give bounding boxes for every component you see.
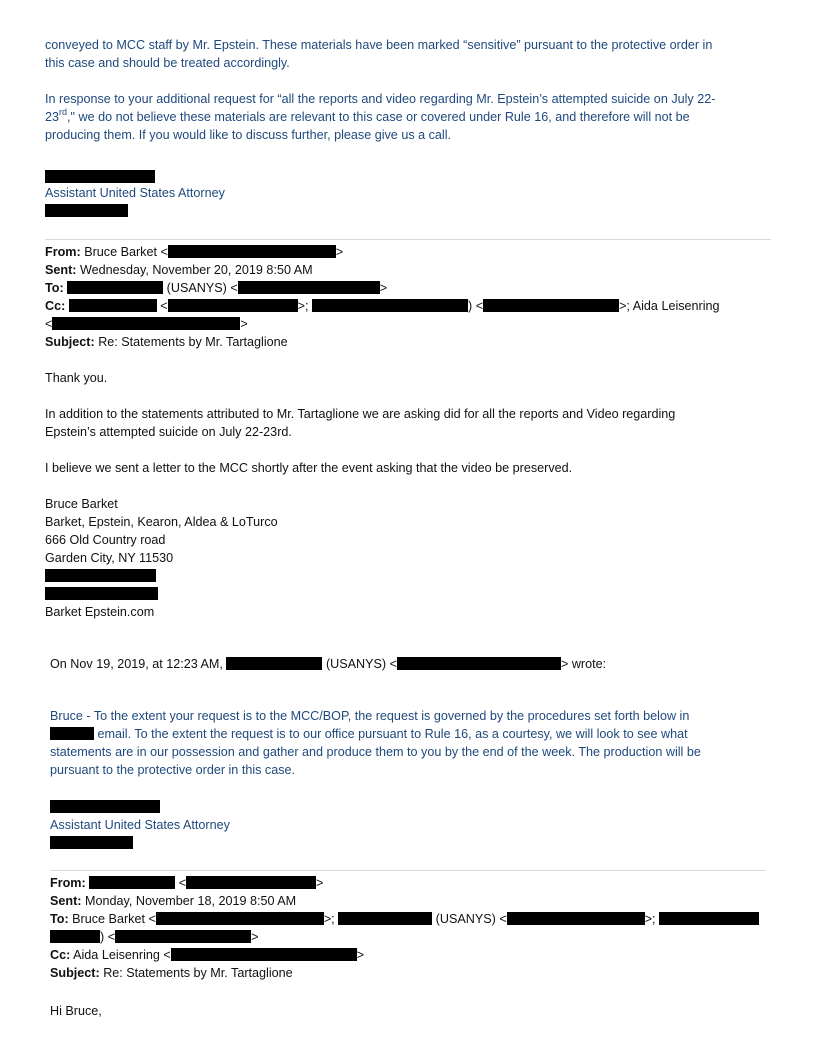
cc-name: Aida Leisenring < [73,948,171,962]
signature-website: Barket Epstein.com [45,605,155,619]
redaction-bar [171,948,357,961]
sent-label: Sent: [45,263,77,277]
signature-title: Assistant United States Attorney [50,818,230,832]
cc-bracket: < [160,299,168,313]
cc-paren: ) < [468,299,484,313]
redaction-bar [45,170,155,183]
text-line: producing them. If you would like to discuss further, please give us a call. [45,128,452,142]
redaction-bar [156,912,324,925]
redaction-bar [50,836,133,849]
to-name: Bruce Barket < [72,912,156,926]
header-to-row [50,910,759,928]
sent-value: Monday, November 18, 2019 8:50 AM [84,894,297,908]
redaction-bar [238,281,380,294]
redaction-bar [50,800,160,813]
header-from-row [45,243,720,261]
email2-signature [45,495,278,621]
subject-value: Re: Statements by Mr. Tartaglione [98,335,288,349]
to-org: (USANYS) < [166,281,238,295]
to-org: (USANYS) < [435,912,507,926]
email2-greeting: Thank you. [45,371,108,385]
subject-label: Subject: [50,966,100,980]
redaction-bar [50,727,94,740]
text-line [45,108,715,126]
from-name: Bruce Barket < [84,245,168,259]
cc-bracket: > [240,317,248,331]
from-bracket: > [316,876,324,890]
text-line: In response to your additional request for “all the reports and video regarding Mr. Epstein’s attempted suicide on July 22- [45,92,716,106]
email1-paragraph-2 [45,90,715,144]
header-sent-row [45,261,720,279]
quoted-intro-line [50,655,606,673]
redaction-bar [186,876,316,889]
cc-bracket: > [356,948,365,962]
text-line: In addition to the statements attributed to Mr. Tartaglione we are asking did for all the reports and Video regarding [45,407,676,421]
sent-value: Wednesday, November 20, 2019 8:50 AM [79,263,313,277]
sent-label: Sent: [50,894,82,908]
redaction-bar [659,912,759,925]
header-cc-row [45,297,720,315]
header-sent-row [50,892,759,910]
to-label: To: [45,281,64,295]
email1-paragraph-1 [45,36,712,72]
signature-firm: Barket, Epstein, Kearon, Aldea & LoTurco [45,515,278,529]
header-divider [50,870,766,871]
from-label: From: [45,245,81,259]
text-line: this case and should be treated accordingly. [45,56,290,70]
header-to-row-2 [50,928,759,946]
redaction-bar [483,299,619,312]
redaction-bar [89,876,175,889]
email-header-2 [50,874,759,982]
redaction-bar [115,930,251,943]
text-line [50,725,701,743]
text-line: statements are in our possession and gather and produce them to you by the end of the week. The production will be [50,745,701,759]
email-header-1 [45,243,720,351]
ordinal-superscript: rd [59,107,68,117]
to-separator: >; [323,912,335,926]
text-fragment: ," we do not believe these materials are relevant to this case or covered under Rule 16, and therefore will not be [67,110,690,124]
redaction-bar [312,299,468,312]
header-to-row [45,279,720,297]
quoted-intro-date: On Nov 19, 2019, at 12:23 AM, [50,657,223,671]
header-subject-row [45,333,720,351]
text-line: Bruce - To the extent your request is to the MCC/BOP, the request is governed by the procedures set forth below in [50,709,690,723]
from-bracket: < [178,876,187,890]
header-cc-row-2 [45,315,720,333]
signature-address-line: Garden City, NY 11530 [45,551,174,565]
cc-recipient-tail: >; Aida Leisenring [619,299,720,313]
redaction-bar [45,587,158,600]
signature-name: Bruce Barket [45,497,118,511]
email1-signature [45,168,225,218]
header-from-row [50,874,759,892]
redaction-bar [397,657,561,670]
subject-label: Subject: [45,335,95,349]
redaction-bar [338,912,432,925]
cc-label: Cc: [50,948,71,962]
cc-label: Cc: [45,299,66,313]
redaction-bar [69,299,157,312]
cc-bracket: < [45,317,53,331]
header-subject-row [50,964,759,982]
to-bracket: > [251,930,259,944]
email3-paragraph-1 [50,707,701,779]
header-divider [45,239,771,240]
redaction-bar [52,317,240,330]
redaction-bar [67,281,163,294]
email3-signature [50,798,230,850]
redaction-bar [50,930,100,943]
redaction-bar [45,569,156,582]
to-paren: ) < [100,930,116,944]
redaction-bar [507,912,645,925]
text-fragment: email. To the extent the request is to our office pursuant to Rule 16, as a courtesy, we will look to see what [97,727,688,741]
to-separator: >; [644,912,656,926]
redaction-bar [226,657,322,670]
quoted-intro-org: (USANYS) < [325,657,397,671]
header-cc-row [50,946,759,964]
to-label: To: [50,912,69,926]
subject-value: Re: Statements by Mr. Tartaglione [103,966,293,980]
signature-address-line: 666 Old Country road [45,533,166,547]
text-fragment: 23 [45,110,60,124]
quoted-intro-wrote: > wrote: [560,657,607,671]
email4-greeting: Hi Bruce, [50,1004,102,1018]
from-label: From: [50,876,86,890]
cc-separator: >; [297,299,309,313]
email2-paragraph-2: I believe we sent a letter to the MCC shortly after the event asking that the video be preserved. [45,461,573,475]
text-line: Epstein’s attempted suicide on July 22-23rd. [45,425,292,439]
text-line: conveyed to MCC staff by Mr. Epstein. These materials have been marked “sensitive” pursuant to the protective order in [45,38,713,52]
from-bracket: > [335,245,344,259]
redaction-bar [168,245,336,258]
redaction-bar [45,204,128,217]
email2-paragraph-1 [45,405,675,441]
text-line: pursuant to the protective order in this case. [50,763,296,777]
signature-title: Assistant United States Attorney [45,186,225,200]
redaction-bar [168,299,298,312]
to-bracket: > [379,281,388,295]
